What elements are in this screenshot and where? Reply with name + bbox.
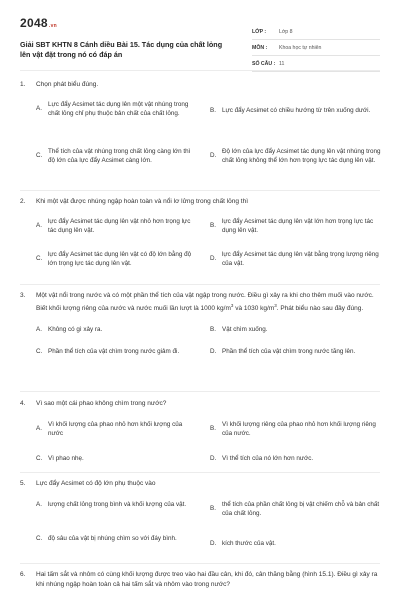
divider	[20, 391, 380, 392]
question-number: 5.	[20, 480, 26, 487]
option-letter: C.	[36, 152, 43, 160]
option-letter: B.	[210, 505, 216, 513]
site-logo[interactable]	[20, 16, 57, 30]
option-text: Thể tích của vật nhúng trong chất lỏng càng lớn thì độ lớn của lực đẩy Acsimet càng lớn.	[48, 147, 191, 164]
option-letter: B.	[210, 106, 216, 114]
option-b[interactable]	[210, 217, 382, 236]
option-text: lượng chất lỏng trong bình và khối lượng của vật.	[48, 500, 187, 508]
option-letter: D.	[210, 255, 217, 263]
option-a[interactable]	[36, 500, 194, 510]
option-d[interactable]	[210, 250, 382, 269]
option-d[interactable]	[210, 454, 382, 464]
question-number: 6.	[20, 571, 26, 578]
option-letter: D.	[210, 152, 217, 160]
option-text: lực đẩy Acsimet tác dụng lên vật bằng trọng lượng riêng của vật.	[222, 250, 379, 267]
option-c[interactable]	[36, 250, 194, 269]
question-2	[20, 197, 382, 282]
option-letter: B.	[210, 425, 216, 433]
document-title: Giải SBT KHTN 8 Cánh diều Bài 15. Tác dụng của chất lỏng lên vật đặt trong nó có đáp án	[20, 40, 223, 59]
option-text: lực đẩy Acsimet tác dụng lên vật có độ lớn bằng độ lớn trọng lực tác dụng lên vật.	[48, 250, 192, 267]
logo-tld: .vn	[48, 23, 58, 29]
option-letter: B.	[210, 222, 216, 230]
meta-key: LỚP :	[252, 28, 267, 35]
option-text: Vì thể tích của nó lớn hơn nước.	[222, 454, 314, 462]
option-b[interactable]	[210, 420, 382, 439]
divider	[20, 284, 380, 285]
meta-key: MÔN :	[252, 44, 268, 51]
option-letter: C.	[36, 348, 43, 356]
option-a[interactable]	[36, 420, 194, 439]
question-text: Vì sao một cái phao không chìm trong nước?	[36, 400, 167, 407]
option-text: Vì khối lượng riêng của phao nhỏ hơn khối lượng riêng của nước.	[222, 420, 376, 437]
option-letter: D.	[210, 348, 217, 356]
divider	[20, 472, 380, 473]
option-b[interactable]	[210, 325, 382, 335]
option-letter: A.	[36, 326, 42, 334]
option-a[interactable]	[36, 325, 194, 335]
option-text: Vì khối lượng của phao nhỏ hơn khối lượng của nước	[48, 420, 183, 437]
option-letter: D.	[210, 539, 217, 547]
logo-text: 2048	[20, 16, 48, 30]
option-text: độ sâu của vật bị nhúng chìm so với đáy bình.	[48, 534, 177, 542]
divider	[20, 563, 380, 564]
question-number: 4.	[20, 400, 26, 407]
option-letter: D.	[210, 454, 217, 462]
option-text: Phần thể tích của vật chìm trong nước tăng lên.	[222, 348, 356, 356]
question-text: Khi một vật được nhúng ngập hoàn toàn và nổi lơ lửng trong chất lỏng thì	[36, 198, 249, 205]
option-letter: C.	[36, 454, 43, 462]
question-number: 3.	[20, 292, 26, 299]
option-text: lực đẩy Acsimet tác dụng lên vật nhỏ hơn trọng lực tác dụng lên vật.	[48, 217, 191, 234]
divider	[20, 190, 380, 191]
option-text: Phần thể tích của vật chìm trong nước giảm đi.	[48, 348, 180, 356]
question-text: Hai tấm sắt và nhôm có cùng khối lượng được treo vào hai đầu cân, khi đó, cân thăng bằng (hình 15.1). Điều gì xảy ra khi nhúng ngập hoàn toàn cả hai tấm sắt và nhôm vào trong nước?	[36, 571, 378, 588]
option-letter: A.	[36, 425, 42, 433]
question-text: Một vật nổi trong nước và có một phần thể tích của vật ngập trong nước. Điều gì xảy ra khi cho thêm muối vào nước. Biết khối lượng riêng của nước và nước muối lần lượt là 1000 $kg/m^3$ và 1030 $kg/m^3$. Phát biểu nào sau đây đúng.	[36, 292, 374, 312]
option-text: kích thước của vật.	[222, 539, 276, 547]
option-c[interactable]	[36, 534, 194, 544]
meta-key: SỐ CÂU :	[252, 60, 276, 67]
meta-table	[252, 24, 380, 72]
question-text: Chọn phát biểu đúng.	[36, 81, 99, 88]
option-letter: C.	[36, 534, 43, 542]
option-c[interactable]	[36, 454, 194, 464]
meta-value: 11	[279, 60, 285, 67]
option-text: Độ lớn của lực đẩy Acsimet tác dụng lên vật nhúng trong chất lỏng không thể lớn hơn trọng lực tác dụng lên vật.	[222, 147, 381, 164]
option-letter: C.	[36, 255, 43, 263]
question-6	[20, 570, 382, 600]
option-text: Vì phao nhẹ.	[48, 454, 84, 462]
option-letter: A.	[36, 105, 42, 113]
meta-value: Khoa học tự nhiên	[279, 44, 322, 51]
option-text: Lực đẩy Acsimet có chiều hướng từ trên xuống dưới.	[222, 106, 371, 114]
header	[20, 10, 380, 65]
option-text: thể tích của phần chất lỏng bị vật chiếm chỗ và bản chất của chất lỏng.	[222, 500, 380, 517]
divider	[20, 70, 380, 71]
option-a[interactable]	[36, 217, 194, 236]
option-letter: A.	[36, 222, 42, 230]
option-letter: B.	[210, 326, 216, 334]
question-text: Lực đẩy Acsimet có độ lớn phụ thuộc vào	[36, 480, 156, 487]
question-5	[20, 479, 382, 564]
option-d[interactable]	[210, 347, 382, 357]
option-d[interactable]	[210, 147, 382, 166]
meta-row-subject	[252, 40, 380, 56]
option-text: lực đẩy Acsimet tác dụng lên vật lớn hơn trọng lực tác dụng lên vật.	[222, 217, 374, 234]
option-b[interactable]	[210, 500, 382, 519]
option-b[interactable]	[210, 106, 382, 116]
option-letter: A.	[36, 500, 42, 508]
option-text: Không có gì xảy ra.	[48, 326, 103, 334]
option-c[interactable]	[36, 347, 194, 357]
option-text: Lực đẩy Acsimet tác dụng lên một vật nhúng trong chất lỏng chỉ phụ thuộc bản chất của chất lỏng.	[48, 100, 189, 117]
question-number: 1.	[20, 81, 26, 88]
option-c[interactable]	[36, 147, 194, 166]
option-text: Vật chìm xuống.	[222, 326, 268, 334]
option-d[interactable]	[210, 539, 382, 549]
question-number: 2.	[20, 198, 26, 205]
option-a[interactable]	[36, 100, 194, 119]
question-4	[20, 399, 382, 474]
question-3	[20, 291, 382, 391]
question-1	[20, 80, 382, 190]
meta-value: Lớp 8	[279, 28, 293, 35]
meta-row-class	[252, 24, 380, 40]
